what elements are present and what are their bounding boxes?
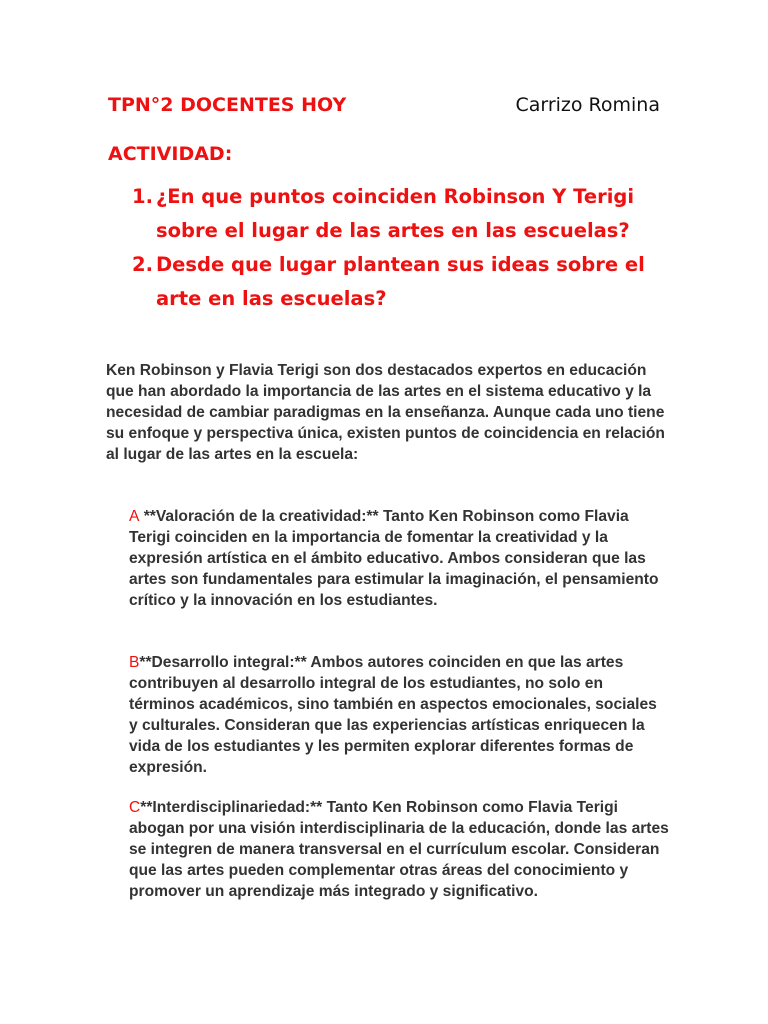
activity-heading: ACTIVIDAD:	[108, 143, 233, 165]
question-text: ¿En que puntos coinciden Robinson Y Terigi sobre el lugar de las artes en las escuelas?	[156, 185, 635, 242]
point-letter: A	[129, 508, 140, 525]
point-b-paragraph	[129, 652, 669, 778]
question-number: 1.	[132, 185, 153, 208]
question-item	[108, 248, 688, 316]
question-list	[108, 180, 688, 316]
point-letter: B	[129, 654, 140, 671]
point-text: **Desarrollo integral:** Ambos autores coinciden en que las artes contribuyen al desarrollo integral de los estudiantes, no solo en términos académicos, sino también en aspectos emocionales, sociales y culturales. Consideran que las experiencias artísticas enriquecen la vida de los estudiantes y les permiten explorar diferentes formas de expresión.	[129, 654, 657, 776]
document-title: TPN°2 DOCENTES HOY	[108, 94, 347, 116]
question-text: Desde que lugar plantean sus ideas sobre el arte en las escuelas?	[156, 253, 645, 310]
point-letter: C	[129, 799, 141, 816]
point-text: **Interdisciplinariedad:** Tanto Ken Robinson como Flavia Terigi abogan por una visión interdisciplinaria de la educación, donde las artes se integren de manera transversal en el currículum escolar. Consideran que las artes pueden complementar otras áreas del conocimiento y promover un aprendizaje más integrado y significativo.	[129, 799, 669, 900]
intro-paragraph: Ken Robinson y Flavia Terigi son dos destacados expertos en educación que han abordado la importancia de las artes en el sistema educativo y la necesidad de cambiar paradigmas en la enseñanza. Aunque cada uno tiene su enfoque y perspectiva única, existen puntos de coincidencia en relación al lugar de las artes en la escuela:	[106, 362, 665, 463]
question-item	[108, 180, 688, 248]
author-name: Carrizo Romina	[515, 94, 660, 116]
point-text: **Valoración de la creatividad:** Tanto Ken Robinson como Flavia Terigi coinciden en la importancia de fomentar la creatividad y la expresión artística en el ámbito educativo. Ambos consideran que las artes son fundamentales para estimular la imaginación, el pensamiento crítico y la innovación en los estudiantes.	[129, 508, 659, 609]
point-a-paragraph	[129, 506, 669, 611]
point-c-paragraph	[129, 797, 669, 902]
question-number: 2.	[132, 253, 153, 276]
header-row	[108, 94, 668, 124]
